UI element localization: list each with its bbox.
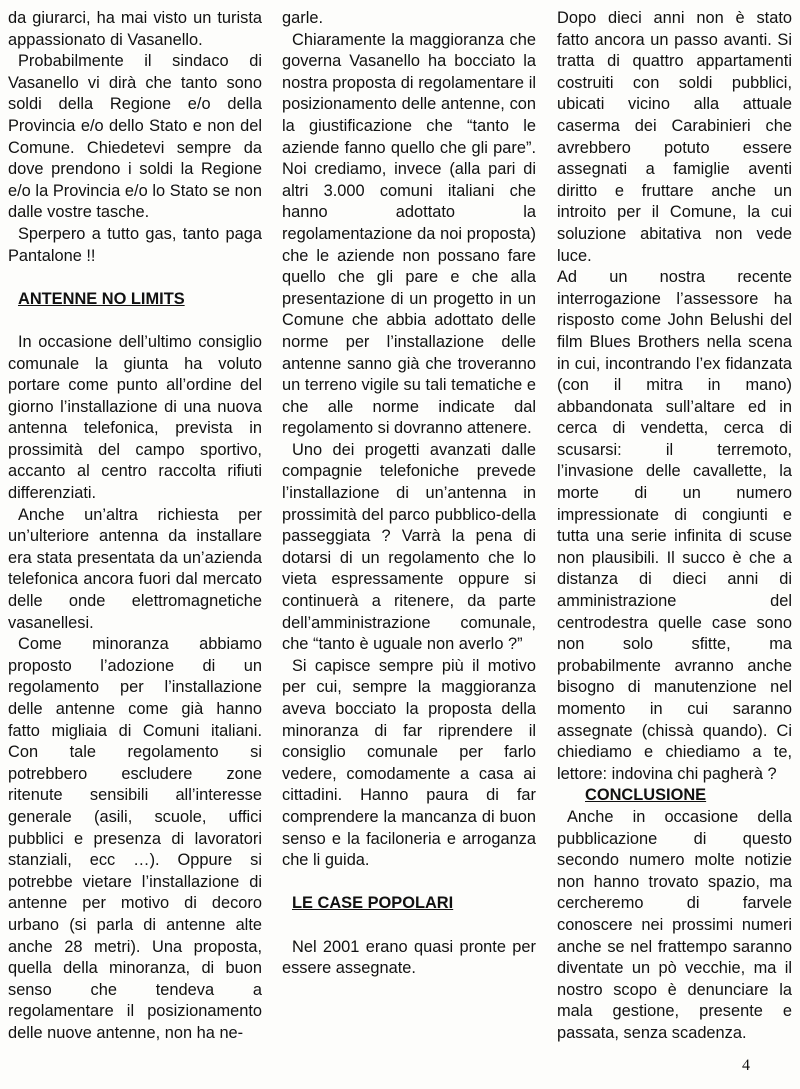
paragraph: Sperpero a tutto gas, tanto paga Pantalone !!: [8, 224, 262, 265]
paragraph: Come minoranza abbiamo proposto l’adozione di un regolamento per l’installazione delle antenne come già hanno fatto migliaia di Comuni italiani. Con tale regolamento si potrebbero escludere zone ritenute sensibili all’interesse generale (asili, scuole, uffici pubblici e presenza di lavoratori stanziali, ecc …). Oppure si potrebbe vietare l’installazione di antenne per motivo di decoro urbano (si parla di antenne alte anche 28 metri). Una proposta, quella della minoranza, di buon senso che tendeva a regolamentare il posizionamento delle nuove antenne, non ha ne-: [8, 635, 262, 1042]
paragraph: Ad un nostra recente interrogazione l’assessore ha risposto come John Belushi del film Blues Brothers nella scena in cui, incontrando l’ex fidanzata (con il mitra in mano) abbandonata sull’altare ed in cerca di vendetta, cerca di scusarsi: il terremoto, l’invasione delle cavallette, la morte di un numero impressionate di congiunti e tutta una serie infinita di scuse non plausibili. Il succo è che a distanza di dieci anni di amministrazione del centrodestra quelle case sono non solo sfitte, ma probabilmente avranno anche bisogno di manutenzione nel momento in cui saranno assegnate (chissà quando). Ci chiediamo e chiediamo a te, lettore: indovina chi pagherà ?: [557, 268, 792, 783]
paragraph: Anche in occasione della pubblicazione di questo secondo numero molte notizie non hanno trovato spazio, ma cercheremo di farvele conoscere nei prossimi numeri anche se nel frattempo saranno diventate un pò vecchie, ma il nostro scopo è denunciare la mala gestione, presente e passata, senza scadenza.: [557, 807, 792, 1042]
section-heading-case-popolari: LE CASE POPOLARI: [292, 894, 454, 913]
section-heading-conclusione: CONCLUSIONE: [585, 786, 707, 805]
column-2: [282, 8, 536, 980]
paragraph: Probabilmente il sindaco di Vasanello vi dirà che tanto sono soldi della Regione e/o della Provincia e/o dello Stato e non del Comune. Chiedetevi sempre da dove prendono i soldi la Regione e/o la Provincia e/o lo Stato se non dalle vostre tasche.: [8, 52, 262, 222]
paragraph: Si capisce sempre più il motivo per cui, sempre la maggioranza aveva bocciato la proposta della minoranza di far riprendere il consiglio comunale per farlo vedere, comodamente a casa ai cittadini. Hanno paura di far comprendere la mancanza di buon senso e la faciloneria e arroganza che li guida.: [282, 656, 536, 870]
section-heading-antenne: ANTENNE NO LIMITS: [18, 289, 185, 308]
spacer: [282, 872, 536, 894]
paragraph: In occasione dell’ultimo consiglio comunale la giunta ha voluto portare come punto all’ordine del giorno l’installazione di una nuova antenna telefonica, prevista in prossimità del campo sportivo, accanto al centro raccolta rifiuti differenziati.: [8, 332, 262, 503]
paragraph: Chiaramente la maggioranza che governa Vasanello ha bocciato la nostra proposta di regolamentare il posizionamento delle antenne, con la giustificazione che “tanto le aziende fanno quello che gli pare”. Noi crediamo, invece (alla pari di altri 3.000 comuni italiani che hanno adottato la regolamentazione da noi proposta) che le aziende non possano fare quello che gli pare e che alla presentazione di un progetto in un Comune che abbia adottato delle norme per l’installazione delle antenne sanno già che troveranno un terreno vigile su tali tematiche e che alle norme indicate dal regolamento si dovranno attenere.: [282, 30, 536, 438]
column-3: [557, 8, 792, 1045]
paragraph: Nel 2001 erano quasi pronte per essere assegnate.: [282, 937, 536, 978]
spacer: [8, 267, 262, 289]
page-number: 4: [742, 1057, 750, 1074]
spacer: [282, 915, 536, 937]
column-1: [8, 8, 262, 1045]
paragraph: Anche un’altra richiesta per un’ulteriore antenna da installare era stata presentata da un’azienda telefonica ancora fuori dal mercato delle onde elettromagnetiche vasanellesi.: [8, 505, 262, 632]
paragraph: Uno dei progetti avanzati dalle compagnie telefoniche prevede l’installazione di un’antenna in prossimità del parco pubblico-della passeggiata ? Varrà la pena di dotarsi di un regolamento che lo vieta espressamente oppure si continuerà a ritenere, da parte dell’amministrazione comunale, che “tanto è uguale non averlo ?”: [282, 440, 536, 654]
paragraph: Dopo dieci anni non è stato fatto ancora un passo avanti. Si tratta di quattro appartamenti costruiti con soldi pubblici, ubicati vicino alla attuale caserma dei Carabinieri che avrebbero potuto essere assegnati a famiglie aventi diritto e fruttare anche un introito per il Comune, la cui soluzione abitativa non vede luce.: [557, 9, 792, 265]
paragraph: garle.: [282, 9, 324, 27]
paragraph: da giurarci, ha mai visto un turista appassionato di Vasanello.: [8, 9, 262, 49]
spacer: [8, 310, 262, 332]
